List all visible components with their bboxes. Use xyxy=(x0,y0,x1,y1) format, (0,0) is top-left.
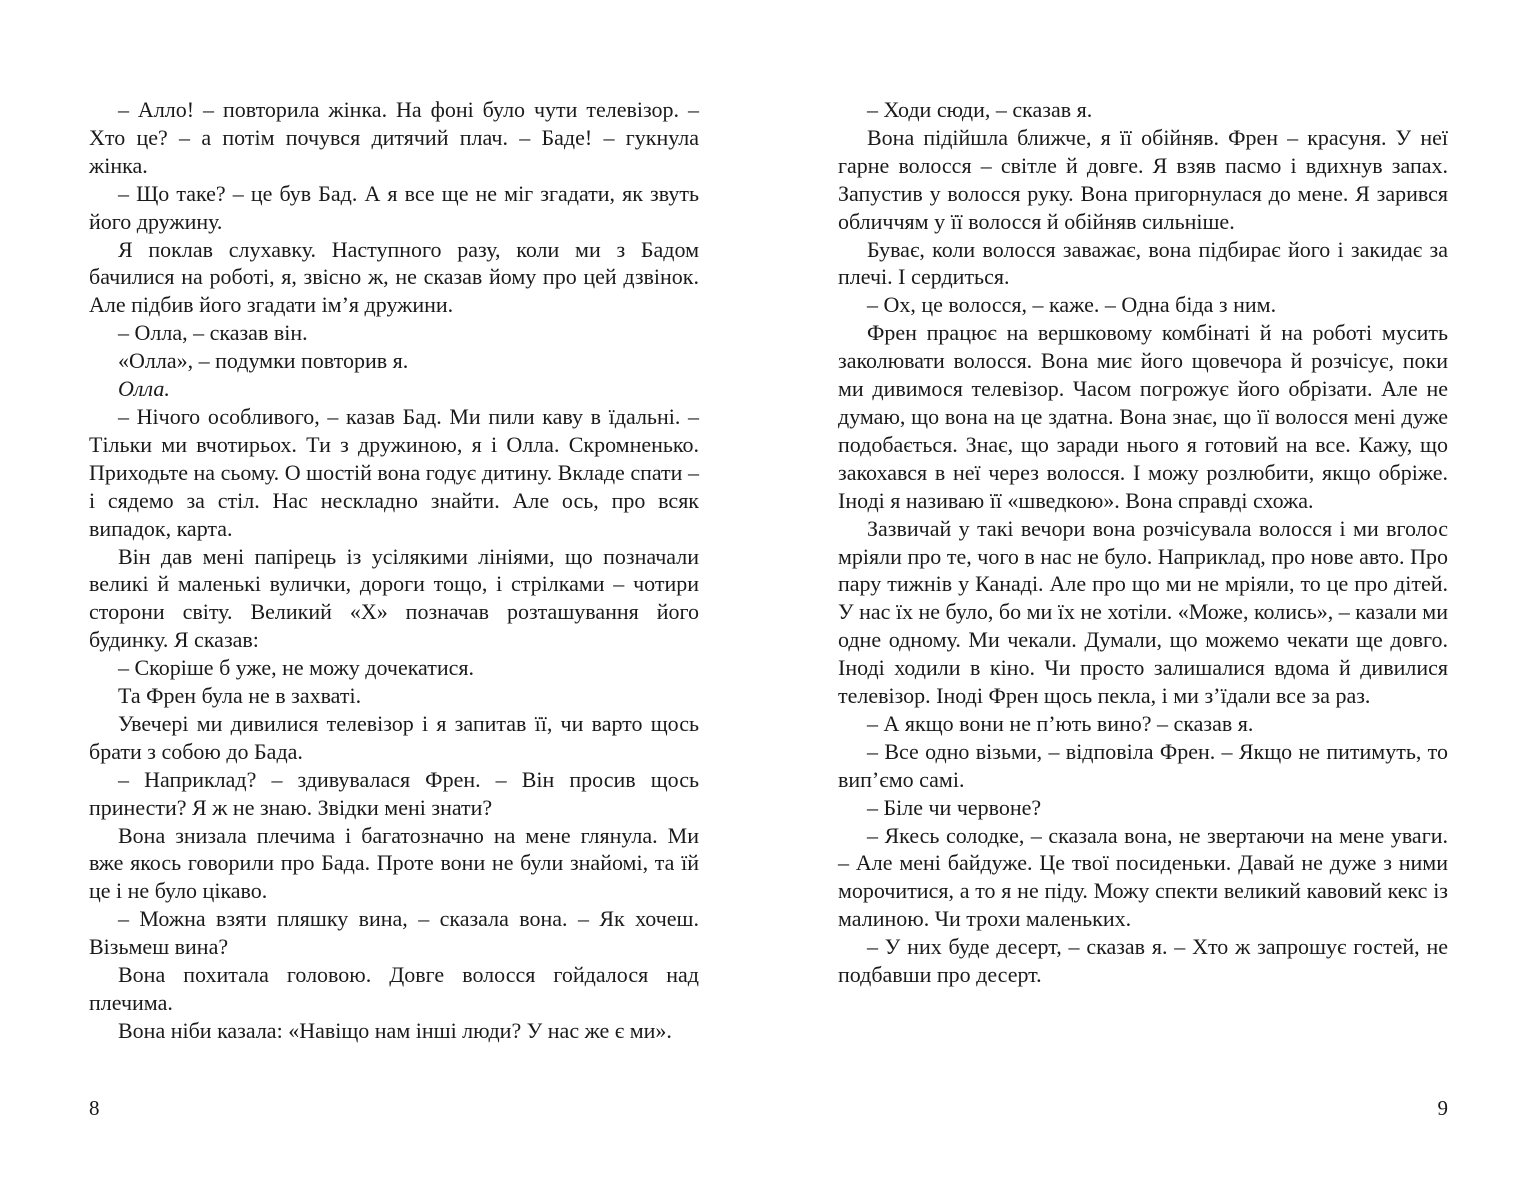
paragraph: – Наприклад? – здивувалася Френ. – Він просив щось принести? Я ж не знаю. Звідки мені знати? xyxy=(89,766,699,820)
paragraph: – А якщо вони не п’ють вино? – сказав я. xyxy=(867,710,1254,736)
paragraph: Зазвичай у такі вечори вона розчісувала волосся і ми вголос мріяли про те, чого в нас не було. Наприклад, про нове авто. Про пару тижнів у Канаді. Але про що ми не мріяли, то це про дітей. У нас їх не було, бо ми їх не хотіли. «Може, колись», – казали ми одне одному. Ми чекали. Думали, що можемо чекати ще довго. Іноді ходили в кіно. Чи просто залишалися вдома й дивилися телевізор. Іноді Френ щось пекла, і ми з’їдали все за раз. xyxy=(838,515,1448,709)
paragraph-italic: Олла. xyxy=(118,376,170,402)
paragraph: – Що таке? – це був Бад. А я все ще не міг згадати, як звуть його дружину. xyxy=(89,180,699,234)
right-page-text xyxy=(838,96,1448,989)
paragraph: Буває, коли волосся заважає, вона підбирає його і закидає за плечі. І сердиться. xyxy=(838,236,1448,290)
paragraph: – Скоріше б уже, не можу дочекатися. xyxy=(118,655,475,681)
paragraph: – Алло! – повторила жінка. На фоні було чути телевізор. – Хто це? – а потім почувся дитячий плач. – Баде! – гукнула жінка. xyxy=(89,97,699,178)
page-number: 8 xyxy=(89,1096,100,1120)
left-page xyxy=(89,96,699,1136)
page-number: 9 xyxy=(1437,1096,1448,1120)
right-page xyxy=(838,96,1448,1136)
paragraph: Увечері ми дивилися телевізор і я запитав її, чи варто щось брати з собою до Бада. xyxy=(89,710,699,764)
paragraph: – Нічого особливого, – казав Бад. Ми пили каву в їдальні. – Тільки ми вчотирьох. Ти з дружиною, я і Олла. Скромненько. Приходьте на сьому. О шостій вона годує дитину. Вкладе спати – і сядемо за стіл. Нас нескладно знайти. Але ось, про всяк випадок, карта. xyxy=(89,403,699,541)
paragraph: Вона підійшла ближче, я її обійняв. Френ – красуня. У неї гарне волосся – світле й довге. Я взяв пасмо і вдихнув запах. Запустив у волосся руку. Вона пригорнулася до мене. Я зарився обличчям у її волосся й обійняв сильніше. xyxy=(838,124,1448,234)
paragraph: – Біле чи червоне? xyxy=(867,794,1042,820)
paragraph: Френ працює на вершковому комбінаті й на роботі мусить заколювати волосся. Вона миє його щовечора й розчісує, поки ми дивимося телевізор. Часом погрожує його обрізати. Але не думаю, що вона на це здатна. Вона знає, що її волосся мені дуже подобається. Знає, що заради нього я готовий на все. Кажу, що закохався в неї через волосся. І можу розлюбити, якщо обріже. Іноді я називаю її «шведкою». Вона справді схожа. xyxy=(838,320,1448,513)
left-page-text xyxy=(89,96,699,1045)
paragraph: – У них буде десерт, – сказав я. – Хто ж запрошує гостей, не подбавши про десерт. xyxy=(838,934,1448,988)
paragraph: Я поклав слухавку. Наступного разу, коли ми з Бадом бачилися на роботі, я, звісно ж, не сказав йому про цей дзвінок. Але підбив його згадати ім’я дружини. xyxy=(89,236,699,318)
paragraph: – Олла, – сказав він. xyxy=(118,320,308,346)
paragraph: – Ох, це волосся, – каже. – Одна біда з ним. xyxy=(867,292,1277,318)
paragraph: Він дав мені папірець із усілякими лініями, що позначали великі й маленькі вулички, дороги тощо, і стрілками – чотири сторони світу. Великий «Х» позначав розташування його будинку. Я сказав: xyxy=(89,543,699,653)
paragraph: Вона похитала головою. Довге волосся гойдалося над плечима. xyxy=(89,962,699,1015)
paragraph: – Можна взяти пляшку вина, – сказала вона. – Як хочеш. Візьмеш вина? xyxy=(89,906,699,960)
paragraph: Вона ніби казала: «Навіщо нам інші люди? У нас же є ми». xyxy=(118,1017,672,1043)
paragraph: Вона знизала плечима і багатозначно на мене глянула. Ми вже якось говорили про Бада. Проте вони не були знайомі, та їй це і не було цікаво. xyxy=(89,822,699,904)
paragraph: – Ходи сюди, – сказав я. xyxy=(867,97,1093,122)
paragraph: «Олла», – подумки повторив я. xyxy=(118,348,409,374)
paragraph: – Все одно візьми, – відповіла Френ. – Якщо не питимуть, то вип’ємо самі. xyxy=(838,738,1448,792)
paragraph: Та Френ була не в захваті. xyxy=(118,683,362,709)
paragraph: – Якесь солодке, – сказала вона, не звертаючи на мене уваги. – Але мені байдуже. Це твої посиденьки. Давай не дуже з ними морочитися, а то я не піду. Можу спекти великий кавовий кекс із малиною. Чи трохи маленьких. xyxy=(838,822,1448,932)
